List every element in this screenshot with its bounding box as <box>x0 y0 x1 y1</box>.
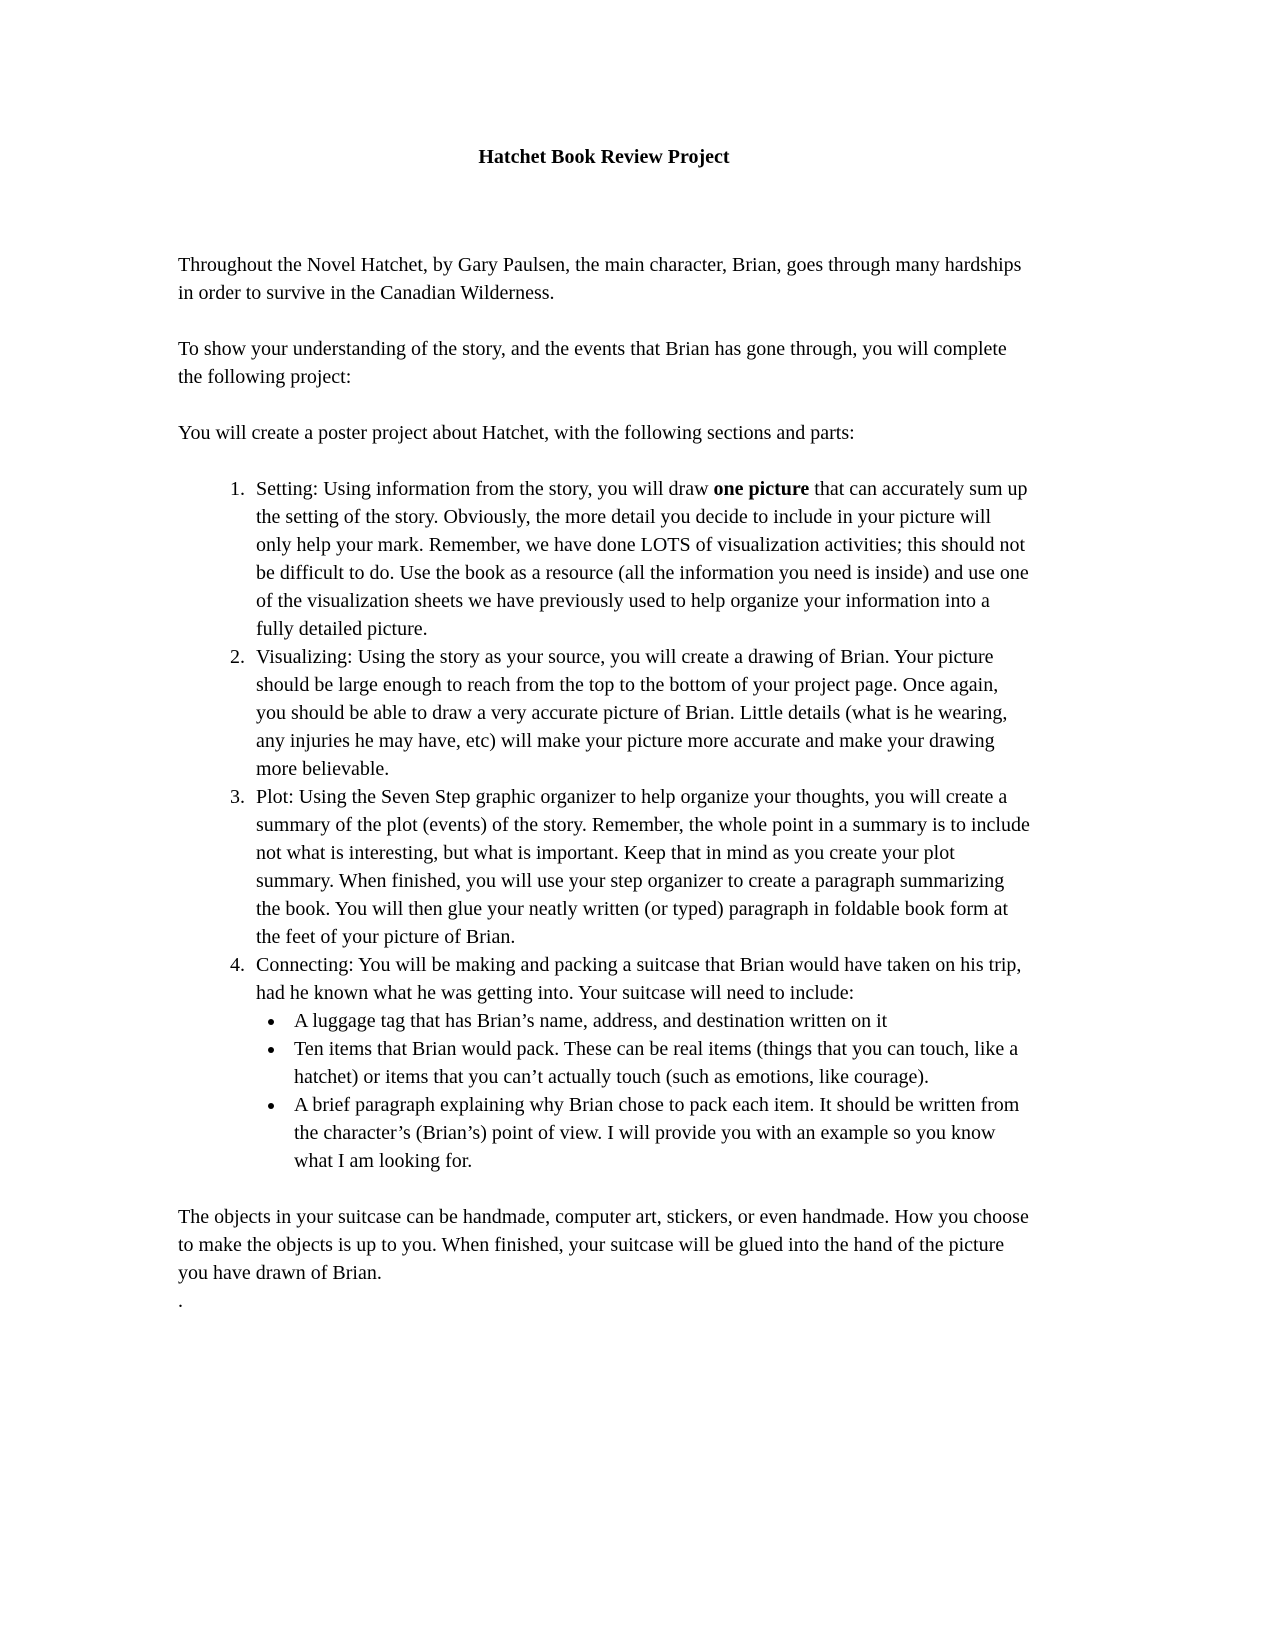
list-item-text: that can accurately sum up the setting of the story. Obviously, the more detail you decide to include in your picture will only help your mark. Remember, we have done LOTS of visualization activities; this should not be difficult to do. Use the book as a resource (all the information you need is inside) and use one of the visualization sheets we have previously used to help organize your information into a fully detailed picture. <box>256 478 1029 640</box>
bullet-item-brief-paragraph: • A brief paragraph explaining why Brian chose to pack each item. It should be written from the character’s (Brian’s) point of view. I will provide you with an example so you know what I am looking for. <box>286 1091 1030 1175</box>
project-sections-list <box>178 475 1030 1175</box>
list-item-text: Connecting: You will be making and packing a suitcase that Brian would have taken on his trip, had he known what he was getting into. Your suitcase will need to include: <box>256 954 1022 1004</box>
document-title: Hatchet Book Review Project <box>478 146 730 168</box>
list-item-plot: 3. Plot: Using the Seven Step graphic organizer to help organize your thoughts, you will create a summary of the plot (events) of the story. Remember, the whole point in a summary is to include not what is interesting, but what is important. Keep that in mind as you create your plot summary. When finished, you will use your step organizer to create a paragraph summarizing the book. You will then glue your neatly written (or typed) paragraph in foldable book form at the feet of your picture of Brian. <box>250 783 1030 951</box>
bold-text-one-picture: one picture <box>713 478 810 500</box>
paragraph-intro: Throughout the Novel Hatchet, by Gary Paulsen, the main character, Brian, goes through many hardships in order to survive in the Canadian Wilderness. <box>178 254 1022 304</box>
trailing-period: . <box>178 1290 183 1312</box>
bullet-item-luggage-tag: • A luggage tag that has Brian’s name, address, and destination written on it <box>286 1007 1030 1035</box>
list-item-setting <box>250 475 1030 643</box>
list-item-visualizing: 2. Visualizing: Using the story as your source, you will create a drawing of Brian. Your picture should be large enough to reach from the top to the bottom of your project page. Once again, you should be able to draw a very accurate picture of Brian. Little details (what is he wearing, any injuries he may have, etc) will make your picture more accurate and make your drawing more believable. <box>250 643 1030 783</box>
list-item-text: Setting: Using information from the story, you will draw <box>256 478 714 500</box>
suitcase-requirements-list <box>256 1007 1030 1175</box>
paragraph-closing: The objects in your suitcase can be handmade, computer art, stickers, or even handmade. How you choose to make the objects is up to you. When finished, your suitcase will be glued into the hand of the picture you have drawn of Brian. <box>178 1206 1029 1284</box>
bullet-item-ten-items: • Ten items that Brian would pack. These can be real items (things that you can touch, like a hatchet) or items that you can’t actually touch (such as emotions, like courage). <box>286 1035 1030 1091</box>
list-item-connecting <box>250 951 1030 1175</box>
paragraph-poster-overview: You will create a poster project about Hatchet, with the following sections and parts: <box>178 422 855 444</box>
paragraph-purpose: To show your understanding of the story, and the events that Brian has gone through, you will complete the following project: <box>178 338 1007 388</box>
